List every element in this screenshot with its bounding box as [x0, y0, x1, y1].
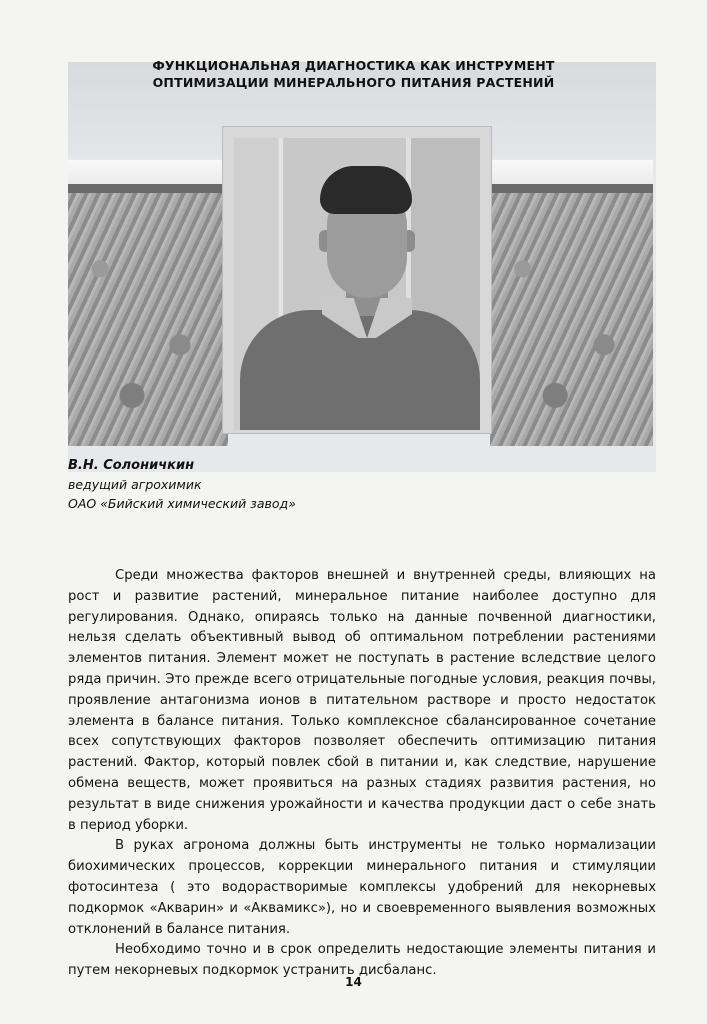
article-body [68, 566, 656, 982]
field-photo-left [68, 160, 228, 446]
article-title-line-2: ОПТИМИЗАЦИИ МИНЕРАЛЬНОГО ПИТАНИЯ РАСТЕНИЙ [152, 75, 555, 90]
page-number: 14 [345, 975, 362, 989]
author-portrait-photo [234, 138, 480, 430]
author-organization: ОАО «Бийский химический завод» [68, 496, 296, 511]
article-title [0, 57, 707, 91]
article-title-line-1: ФУНКЦИОНАЛЬНАЯ ДИАГНОСТИКА КАК ИНСТРУМЕНТ [152, 58, 555, 73]
field-photo-right [490, 160, 653, 446]
author-role: ведущий агрохимик [68, 477, 202, 492]
paragraph: Среди множества факторов внешней и внутренней среды, влияющих на рост и развитие растений, минеральное питание наиболее доступно для регулирования. Однако, опираясь только на данные почвенной диагностики, нельзя сделать объективный вывод об оптимальном потреблении растениями элементов питания. Элемент может не поступать в растение вследствие целого ряда причин. Это прежде всего отрицательные погодные условия, реакция почвы, проявление антагонизма ионов в питательном растворе и просто недостаток элемента в балансе питания. Только комплексное сбалансированное сочетание всех сопутствующих факторов позволяет обеспечить оптимизацию питания растений. Фактор, который повлек сбой в питании и, как следствие, нарушение обмена веществ, может проявиться на разных стадиях развития растения, но результат в виде снижения урожайности и качества продукции даст о себе знать в период уборки. [68, 568, 656, 833]
author-name: В.Н. Солоничкин [68, 458, 195, 473]
paragraph: Необходимо точно и в срок определить недостающие элементы питания и путем некорневых подкормок устранить дисбаланс. [68, 942, 656, 979]
paragraph: В руках агронома должны быть инструменты не только нормализации биохимических процессов, коррекции минерального питания и стимуляции фотосинтеза ( это водорастворимые комплексы удобрений для некорневых подкормок «Акварин» и «Аквамикс»), но и своевременного выявления возможных отклонений в балансе питания. [68, 838, 656, 937]
